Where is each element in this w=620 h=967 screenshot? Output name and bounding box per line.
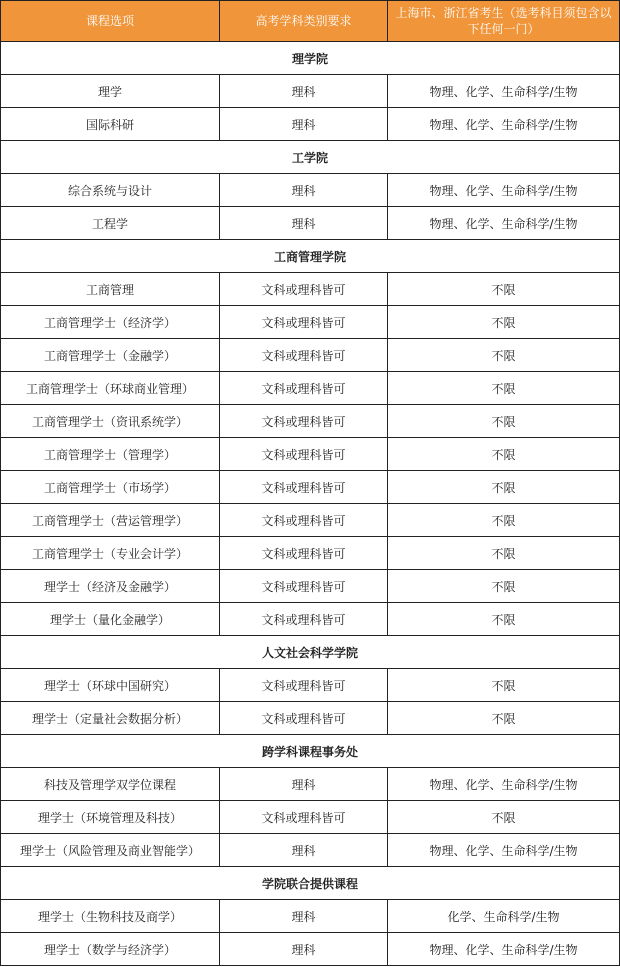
category-cell: 理科 <box>220 768 388 801</box>
subjects-cell: 物理、化学、生命科学/生物 <box>388 834 620 867</box>
subjects-cell: 不限 <box>388 372 620 405</box>
table-row <box>1 174 620 207</box>
table-row <box>1 438 620 471</box>
category-cell: 文科或理科皆可 <box>220 669 388 702</box>
category-cell: 文科或理科皆可 <box>220 471 388 504</box>
table-row <box>1 669 620 702</box>
category-cell: 文科或理科皆可 <box>220 504 388 537</box>
subjects-cell: 不限 <box>388 339 620 372</box>
header-course: 课程选项 <box>1 1 220 42</box>
course-cell: 理学士（风险管理及商业智能学） <box>1 834 220 867</box>
category-cell: 文科或理科皆可 <box>220 273 388 306</box>
table-row <box>1 405 620 438</box>
course-cell: 理学士（量化金融学） <box>1 603 220 636</box>
subjects-cell: 不限 <box>388 471 620 504</box>
course-cell: 理学士（经济及金融学） <box>1 570 220 603</box>
course-cell: 科技及管理学双学位课程 <box>1 768 220 801</box>
subjects-cell: 不限 <box>388 669 620 702</box>
category-cell: 文科或理科皆可 <box>220 702 388 735</box>
category-cell: 理科 <box>220 834 388 867</box>
course-cell: 工商管理 <box>1 273 220 306</box>
section-title: 学院联合提供课程 <box>1 867 620 900</box>
category-cell: 理科 <box>220 933 388 966</box>
section-title: 工学院 <box>1 141 620 174</box>
category-cell: 文科或理科皆可 <box>220 405 388 438</box>
header-subjects: 上海市、浙江省考生（选考科目须包含以下任何一门） <box>388 1 620 42</box>
category-cell: 理科 <box>220 75 388 108</box>
table-row <box>1 768 620 801</box>
category-cell: 文科或理科皆可 <box>220 801 388 834</box>
table-row <box>1 339 620 372</box>
subjects-cell: 物理、化学、生命科学/生物 <box>388 174 620 207</box>
table-row <box>1 504 620 537</box>
course-cell: 理学士（生物科技及商学） <box>1 900 220 933</box>
section-row <box>1 636 620 669</box>
course-cell: 工商管理学士（市场学） <box>1 471 220 504</box>
subjects-cell: 不限 <box>388 603 620 636</box>
category-cell: 文科或理科皆可 <box>220 570 388 603</box>
category-cell: 理科 <box>220 207 388 240</box>
section-row <box>1 141 620 174</box>
category-cell: 文科或理科皆可 <box>220 306 388 339</box>
section-row <box>1 240 620 273</box>
section-title: 理学院 <box>1 42 620 75</box>
section-row <box>1 42 620 75</box>
table-row <box>1 306 620 339</box>
course-cell: 工商管理学士（金融学） <box>1 339 220 372</box>
category-cell: 理科 <box>220 108 388 141</box>
course-cell: 国际科研 <box>1 108 220 141</box>
table-row <box>1 702 620 735</box>
table-row <box>1 273 620 306</box>
table-body <box>1 42 620 966</box>
subjects-cell: 不限 <box>388 273 620 306</box>
table-row <box>1 801 620 834</box>
subjects-cell: 不限 <box>388 306 620 339</box>
section-title: 跨学科课程事务处 <box>1 735 620 768</box>
subjects-cell: 不限 <box>388 702 620 735</box>
table-row <box>1 933 620 966</box>
section-row <box>1 867 620 900</box>
category-cell: 文科或理科皆可 <box>220 537 388 570</box>
category-cell: 理科 <box>220 900 388 933</box>
course-cell: 理学士（环境管理及科技） <box>1 801 220 834</box>
section-title: 工商管理学院 <box>1 240 620 273</box>
subjects-cell: 物理、化学、生命科学/生物 <box>388 108 620 141</box>
table-row <box>1 207 620 240</box>
course-cell: 工商管理学士（管理学） <box>1 438 220 471</box>
table-row <box>1 372 620 405</box>
subjects-cell: 物理、化学、生命科学/生物 <box>388 75 620 108</box>
table-row <box>1 108 620 141</box>
subjects-cell: 不限 <box>388 405 620 438</box>
table-row <box>1 75 620 108</box>
category-cell: 文科或理科皆可 <box>220 372 388 405</box>
subjects-cell: 不限 <box>388 801 620 834</box>
header-category: 高考学科类别要求 <box>220 1 388 42</box>
subjects-cell: 化学、生命科学/生物 <box>388 900 620 933</box>
subjects-cell: 不限 <box>388 570 620 603</box>
subjects-cell: 不限 <box>388 537 620 570</box>
subjects-cell: 不限 <box>388 504 620 537</box>
table-row <box>1 570 620 603</box>
course-cell: 工商管理学士（经济学） <box>1 306 220 339</box>
course-cell: 工商管理学士（营运管理学） <box>1 504 220 537</box>
course-cell: 理学士（环球中国研究） <box>1 669 220 702</box>
table-row <box>1 900 620 933</box>
subjects-cell: 物理、化学、生命科学/生物 <box>388 768 620 801</box>
subjects-cell: 物理、化学、生命科学/生物 <box>388 933 620 966</box>
table-row <box>1 603 620 636</box>
category-cell: 文科或理科皆可 <box>220 603 388 636</box>
course-cell: 理学士（数学与经济学） <box>1 933 220 966</box>
table-row <box>1 471 620 504</box>
subjects-cell: 不限 <box>388 438 620 471</box>
category-cell: 文科或理科皆可 <box>220 438 388 471</box>
course-cell: 工商管理学士（环球商业管理） <box>1 372 220 405</box>
course-cell: 综合系统与设计 <box>1 174 220 207</box>
course-cell: 工程学 <box>1 207 220 240</box>
subjects-cell: 物理、化学、生命科学/生物 <box>388 207 620 240</box>
course-cell: 工商管理学士（专业会计学） <box>1 537 220 570</box>
category-cell: 理科 <box>220 174 388 207</box>
course-cell: 理学 <box>1 75 220 108</box>
table-row <box>1 834 620 867</box>
header-row <box>1 1 620 42</box>
course-cell: 工商管理学士（资讯系统学） <box>1 405 220 438</box>
section-title: 人文社会科学学院 <box>1 636 620 669</box>
category-cell: 文科或理科皆可 <box>220 339 388 372</box>
section-row <box>1 735 620 768</box>
course-cell: 理学士（定量社会数据分析） <box>1 702 220 735</box>
table-row <box>1 537 620 570</box>
